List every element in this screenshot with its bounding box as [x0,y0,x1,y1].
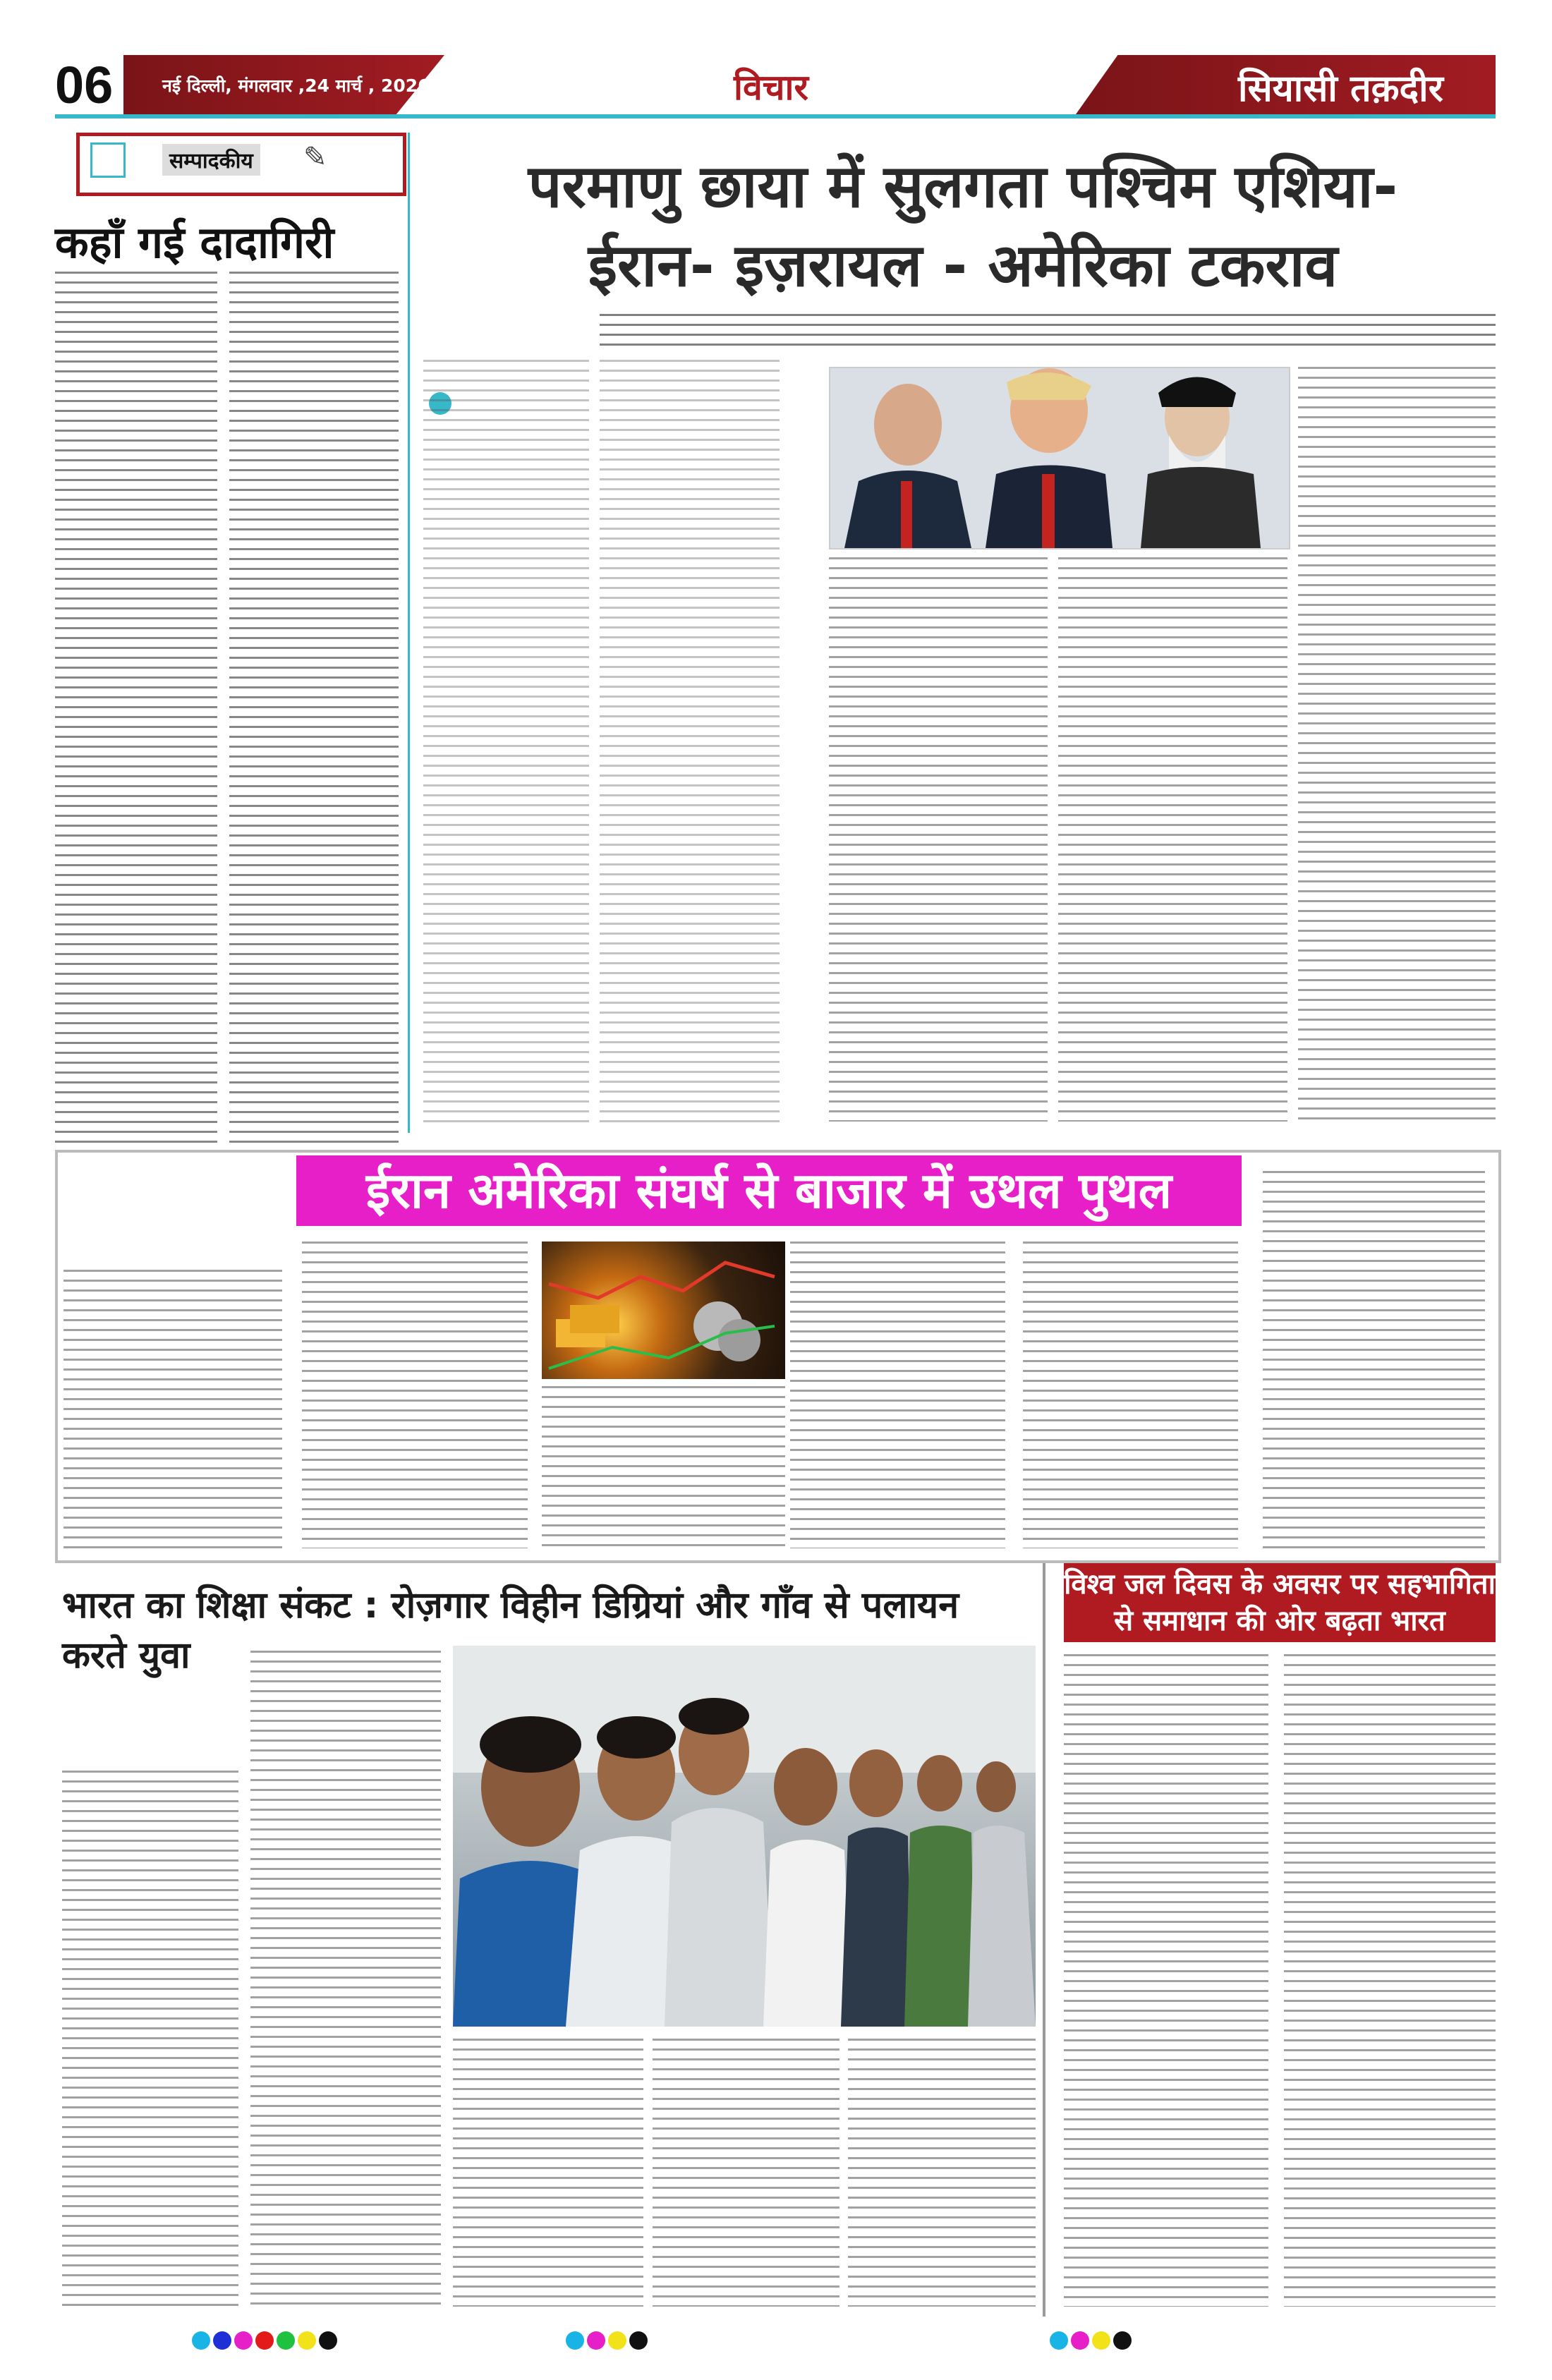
lead-headline-line-1: परमाणु छाया में सुलगता पश्चिम एशिया- [528,152,1398,221]
water-text-col-1 [1064,1654,1268,2307]
water-text-col-2 [1284,1654,1496,2307]
queue-photo-illustration [453,1646,1036,2027]
pen-icon: ✎ [303,141,327,174]
editorial-text-col-1 [55,272,217,1153]
water-headline-box [1064,1563,1496,1642]
lead-headline-line-2: ईरान- इज़रायल - अमेरिका टकराव [588,231,1338,300]
education-text-col-1 [62,1771,238,2307]
editorial-title: कहाँ गई दादागिरी [55,217,334,268]
register-mark-cyan-3 [1050,2331,1068,2350]
register-mark-black-2 [629,2331,648,2350]
lead-photo-leaders [829,367,1290,550]
register-mark-yellow [298,2331,316,2350]
water-headline-line-2: से समाधान की ओर बढ़ता भारत [1114,1605,1445,1637]
register-mark-cyan [192,2331,210,2350]
education-text-col-5 [848,2039,1036,2307]
register-mark-black-3 [1113,2331,1132,2350]
register-mark-green [277,2331,295,2350]
market-photo-illustration [542,1241,785,1379]
market-text-col-3 [542,1386,785,1548]
column-divider [408,133,410,1133]
register-mark-cyan-2 [566,2331,584,2350]
education-text-col-3 [453,2039,643,2307]
market-text-col-1 [63,1270,282,1548]
register-mark-magenta-2 [587,2331,605,2350]
register-mark-blue [213,2331,231,2350]
masthead: सियासी तक़दीर [1238,68,1443,110]
section-separator [1043,1563,1045,2317]
lead-text-col-1 [423,360,589,1129]
editorial-label: सम्पादकीय [162,144,260,176]
lead-intro-text [600,314,1496,353]
editorial-text-col-2 [229,272,399,1153]
page-number: 06 [55,56,114,114]
market-photo [542,1241,785,1379]
register-mark-yellow-2 [608,2331,626,2350]
water-headline-line-1: विश्व जल दिवस के अवसर पर सहभागिता [1064,1568,1496,1601]
leaders-photo-illustration [830,368,1289,548]
market-text-col-5 [1023,1241,1238,1548]
market-text-col-4 [790,1241,1005,1548]
market-text-col-6 [1263,1171,1485,1548]
lead-headline [430,147,1496,305]
register-mark-black [319,2331,337,2350]
lead-text-col-5 [1298,367,1496,1122]
education-text-col-4 [653,2039,839,2307]
register-mark-magenta-3 [1071,2331,1089,2350]
register-mark-red [255,2331,274,2350]
editorial-marker [90,142,126,178]
lead-text-col-4 [1058,557,1287,1122]
education-text-col-2 [250,1651,441,2307]
register-mark-yellow-3 [1092,2331,1110,2350]
market-headline: ईरान अमेरिका संघर्ष से बाजार में उथल पुथल [296,1155,1242,1226]
education-headline: भारत का शिक्षा संकट : रोज़गार विहीन डिग्रियां और गाँव से पलायन करते युवा [62,1584,959,1677]
lead-text-col-3 [829,557,1048,1122]
section-title: विचार [734,67,808,108]
register-mark-magenta [234,2331,253,2350]
education-photo-queue [453,1646,1036,2027]
lead-text-col-2 [600,360,780,1129]
date-line: नई दिल्ली, मंगलवार ,24 मार्च , 2026 [162,75,430,96]
header-rule [55,114,1496,119]
market-text-col-2 [302,1241,528,1548]
